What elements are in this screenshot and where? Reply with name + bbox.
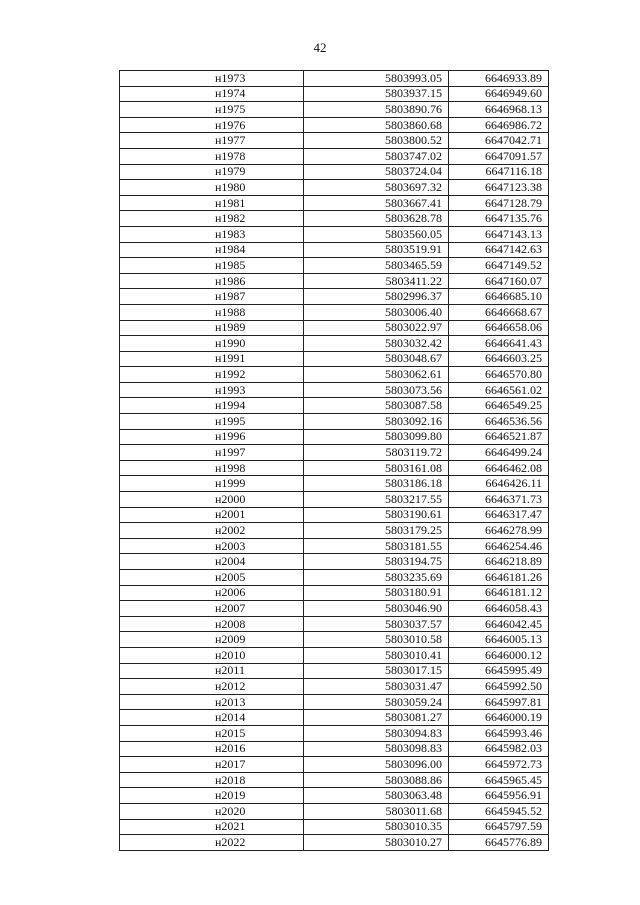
table-row — [120, 725, 549, 741]
table-row — [120, 741, 549, 757]
x-coordinate-cell: 5803010.41 — [304, 647, 449, 663]
y-coordinate-cell: 6646462.08 — [449, 460, 549, 476]
table-row — [120, 242, 549, 258]
table-row — [120, 273, 549, 289]
y-coordinate-cell: 6646685.10 — [449, 289, 549, 305]
table-row — [120, 538, 549, 554]
table-row — [120, 523, 549, 539]
x-coordinate-cell: 5803088.86 — [304, 772, 449, 788]
x-coordinate-cell: 5803179.25 — [304, 523, 449, 539]
point-id-cell: н2020 — [120, 803, 304, 819]
x-coordinate-cell: 5803010.35 — [304, 819, 449, 835]
point-id-cell: н2017 — [120, 757, 304, 773]
y-coordinate-cell: 6647116.18 — [449, 164, 549, 180]
y-coordinate-cell: 6646949.60 — [449, 86, 549, 102]
point-id-cell: н2008 — [120, 616, 304, 632]
table-row — [120, 336, 549, 352]
point-id-cell: н1973 — [120, 71, 304, 87]
y-coordinate-cell: 6646521.87 — [449, 429, 549, 445]
y-coordinate-cell: 6645945.52 — [449, 803, 549, 819]
y-coordinate-cell: 6646561.02 — [449, 382, 549, 398]
point-id-cell: н2009 — [120, 632, 304, 648]
x-coordinate-cell: 5803087.58 — [304, 398, 449, 414]
table-row — [120, 788, 549, 804]
x-coordinate-cell: 5803181.55 — [304, 538, 449, 554]
table-row — [120, 117, 549, 133]
x-coordinate-cell: 5803032.42 — [304, 336, 449, 352]
point-id-cell: н1988 — [120, 304, 304, 320]
y-coordinate-cell: 6646658.06 — [449, 320, 549, 336]
x-coordinate-cell: 5803194.75 — [304, 554, 449, 570]
x-coordinate-cell: 5803937.15 — [304, 86, 449, 102]
point-id-cell: н1980 — [120, 180, 304, 196]
table-row — [120, 507, 549, 523]
point-id-cell: н1982 — [120, 211, 304, 227]
y-coordinate-cell: 6646668.67 — [449, 304, 549, 320]
table-row — [120, 398, 549, 414]
y-coordinate-cell: 6646181.12 — [449, 585, 549, 601]
x-coordinate-cell: 5803628.78 — [304, 211, 449, 227]
x-coordinate-cell: 5803235.69 — [304, 570, 449, 586]
x-coordinate-cell: 5803031.47 — [304, 679, 449, 695]
y-coordinate-cell: 6646570.80 — [449, 367, 549, 383]
table-row — [120, 601, 549, 617]
y-coordinate-cell: 6646641.43 — [449, 336, 549, 352]
y-coordinate-cell: 6647123.38 — [449, 180, 549, 196]
point-id-cell: н2010 — [120, 647, 304, 663]
y-coordinate-cell: 6645995.49 — [449, 663, 549, 679]
table-row — [120, 460, 549, 476]
x-coordinate-cell: 5803098.83 — [304, 741, 449, 757]
x-coordinate-cell: 5803860.68 — [304, 117, 449, 133]
point-id-cell: н1995 — [120, 414, 304, 430]
table-row — [120, 554, 549, 570]
point-id-cell: н2006 — [120, 585, 304, 601]
x-coordinate-cell: 5803037.57 — [304, 616, 449, 632]
point-id-cell: н1999 — [120, 476, 304, 492]
point-id-cell: н2003 — [120, 538, 304, 554]
point-id-cell: н2016 — [120, 741, 304, 757]
table-row — [120, 102, 549, 118]
x-coordinate-cell: 5803993.05 — [304, 71, 449, 87]
table-row — [120, 304, 549, 320]
y-coordinate-cell: 6647149.52 — [449, 258, 549, 274]
y-coordinate-cell: 6646968.13 — [449, 102, 549, 118]
x-coordinate-cell: 5803022.97 — [304, 320, 449, 336]
point-id-cell: н2022 — [120, 835, 304, 851]
y-coordinate-cell: 6646042.45 — [449, 616, 549, 632]
table-row — [120, 476, 549, 492]
table-row — [120, 445, 549, 461]
y-coordinate-cell: 6646254.46 — [449, 538, 549, 554]
x-coordinate-cell: 5803724.04 — [304, 164, 449, 180]
table-row — [120, 492, 549, 508]
y-coordinate-cell: 6647091.57 — [449, 148, 549, 164]
table-row — [120, 679, 549, 695]
coordinates-table-body — [120, 71, 549, 851]
table-row — [120, 148, 549, 164]
x-coordinate-cell: 5803119.72 — [304, 445, 449, 461]
table-row — [120, 211, 549, 227]
point-id-cell: н2002 — [120, 523, 304, 539]
coordinates-table — [119, 70, 549, 851]
x-coordinate-cell: 5803099.80 — [304, 429, 449, 445]
point-id-cell: н2007 — [120, 601, 304, 617]
y-coordinate-cell: 6646278.99 — [449, 523, 549, 539]
table-row — [120, 133, 549, 149]
x-coordinate-cell: 5803096.00 — [304, 757, 449, 773]
point-id-cell: н1986 — [120, 273, 304, 289]
y-coordinate-cell: 6645776.89 — [449, 835, 549, 851]
table-row — [120, 710, 549, 726]
table-row — [120, 772, 549, 788]
x-coordinate-cell: 5803519.91 — [304, 242, 449, 258]
y-coordinate-cell: 6645982.03 — [449, 741, 549, 757]
x-coordinate-cell: 5803010.27 — [304, 835, 449, 851]
table-row — [120, 289, 549, 305]
table-row — [120, 382, 549, 398]
point-id-cell: н1984 — [120, 242, 304, 258]
point-id-cell: н1994 — [120, 398, 304, 414]
point-id-cell: н2005 — [120, 570, 304, 586]
point-id-cell: н1978 — [120, 148, 304, 164]
table-row — [120, 226, 549, 242]
table-row — [120, 585, 549, 601]
table-row — [120, 757, 549, 773]
point-id-cell: н2004 — [120, 554, 304, 570]
x-coordinate-cell: 5803092.16 — [304, 414, 449, 430]
y-coordinate-cell: 6645997.81 — [449, 694, 549, 710]
table-row — [120, 632, 549, 648]
x-coordinate-cell: 5803161.08 — [304, 460, 449, 476]
y-coordinate-cell: 6645993.46 — [449, 725, 549, 741]
y-coordinate-cell: 6646933.89 — [449, 71, 549, 87]
table-row — [120, 86, 549, 102]
table-row — [120, 320, 549, 336]
table-row — [120, 835, 549, 851]
point-id-cell: н1991 — [120, 351, 304, 367]
point-id-cell: н1975 — [120, 102, 304, 118]
y-coordinate-cell: 6646005.13 — [449, 632, 549, 648]
point-id-cell: н2021 — [120, 819, 304, 835]
page-number: 42 — [313, 40, 327, 55]
point-id-cell: н1989 — [120, 320, 304, 336]
x-coordinate-cell: 5803411.22 — [304, 273, 449, 289]
table-row — [120, 803, 549, 819]
y-coordinate-cell: 6647142.63 — [449, 242, 549, 258]
table-row — [120, 819, 549, 835]
y-coordinate-cell: 6645992.50 — [449, 679, 549, 695]
point-id-cell: н1974 — [120, 86, 304, 102]
table-row — [120, 616, 549, 632]
x-coordinate-cell: 5803006.40 — [304, 304, 449, 320]
y-coordinate-cell: 6646603.25 — [449, 351, 549, 367]
x-coordinate-cell: 5803081.27 — [304, 710, 449, 726]
y-coordinate-cell: 6646371.73 — [449, 492, 549, 508]
x-coordinate-cell: 5803560.05 — [304, 226, 449, 242]
point-id-cell: н1976 — [120, 117, 304, 133]
x-coordinate-cell: 5803048.67 — [304, 351, 449, 367]
y-coordinate-cell: 6646986.72 — [449, 117, 549, 133]
table-row — [120, 351, 549, 367]
point-id-cell: н2000 — [120, 492, 304, 508]
point-id-cell: н2013 — [120, 694, 304, 710]
table-row — [120, 71, 549, 87]
point-id-cell: н1993 — [120, 382, 304, 398]
point-id-cell: н1983 — [120, 226, 304, 242]
x-coordinate-cell: 5803046.90 — [304, 601, 449, 617]
y-coordinate-cell: 6646000.19 — [449, 710, 549, 726]
point-id-cell: н1987 — [120, 289, 304, 305]
y-coordinate-cell: 6646181.26 — [449, 570, 549, 586]
y-coordinate-cell: 6645797.59 — [449, 819, 549, 835]
table-row — [120, 663, 549, 679]
x-coordinate-cell: 5803017.15 — [304, 663, 449, 679]
y-coordinate-cell: 6646000.12 — [449, 647, 549, 663]
table-row — [120, 367, 549, 383]
x-coordinate-cell: 5803062.61 — [304, 367, 449, 383]
y-coordinate-cell: 6646317.47 — [449, 507, 549, 523]
y-coordinate-cell: 6647135.76 — [449, 211, 549, 227]
table-row — [120, 195, 549, 211]
point-id-cell: н1981 — [120, 195, 304, 211]
table-row — [120, 164, 549, 180]
x-coordinate-cell: 5803890.76 — [304, 102, 449, 118]
point-id-cell: н2015 — [120, 725, 304, 741]
x-coordinate-cell: 5803667.41 — [304, 195, 449, 211]
point-id-cell: н1985 — [120, 258, 304, 274]
x-coordinate-cell: 5803011.68 — [304, 803, 449, 819]
x-coordinate-cell: 5803800.52 — [304, 133, 449, 149]
point-id-cell: н1990 — [120, 336, 304, 352]
x-coordinate-cell: 5803186.18 — [304, 476, 449, 492]
x-coordinate-cell: 5803465.59 — [304, 258, 449, 274]
x-coordinate-cell: 5803063.48 — [304, 788, 449, 804]
point-id-cell: н2018 — [120, 772, 304, 788]
point-id-cell: н1992 — [120, 367, 304, 383]
table-row — [120, 570, 549, 586]
x-coordinate-cell: 5803697.32 — [304, 180, 449, 196]
y-coordinate-cell: 6646426.11 — [449, 476, 549, 492]
x-coordinate-cell: 5803747.02 — [304, 148, 449, 164]
y-coordinate-cell: 6645956.91 — [449, 788, 549, 804]
x-coordinate-cell: 5803180.91 — [304, 585, 449, 601]
y-coordinate-cell: 6645965.45 — [449, 772, 549, 788]
table-row — [120, 429, 549, 445]
y-coordinate-cell: 6646218.89 — [449, 554, 549, 570]
point-id-cell: н1979 — [120, 164, 304, 180]
y-coordinate-cell: 6645972.73 — [449, 757, 549, 773]
point-id-cell: н1997 — [120, 445, 304, 461]
x-coordinate-cell: 5802996.37 — [304, 289, 449, 305]
point-id-cell: н2014 — [120, 710, 304, 726]
y-coordinate-cell: 6647042.71 — [449, 133, 549, 149]
point-id-cell: н1996 — [120, 429, 304, 445]
x-coordinate-cell: 5803217.55 — [304, 492, 449, 508]
point-id-cell: н2012 — [120, 679, 304, 695]
point-id-cell: н1977 — [120, 133, 304, 149]
y-coordinate-cell: 6647128.79 — [449, 195, 549, 211]
table-row — [120, 414, 549, 430]
y-coordinate-cell: 6646058.43 — [449, 601, 549, 617]
point-id-cell: н2001 — [120, 507, 304, 523]
x-coordinate-cell: 5803010.58 — [304, 632, 449, 648]
point-id-cell: н1998 — [120, 460, 304, 476]
y-coordinate-cell: 6646499.24 — [449, 445, 549, 461]
table-row — [120, 258, 549, 274]
y-coordinate-cell: 6646549.25 — [449, 398, 549, 414]
x-coordinate-cell: 5803059.24 — [304, 694, 449, 710]
y-coordinate-cell: 6647160.07 — [449, 273, 549, 289]
point-id-cell: н2011 — [120, 663, 304, 679]
point-id-cell: н2019 — [120, 788, 304, 804]
table-row — [120, 694, 549, 710]
x-coordinate-cell: 5803073.56 — [304, 382, 449, 398]
table-row — [120, 180, 549, 196]
x-coordinate-cell: 5803094.83 — [304, 725, 449, 741]
y-coordinate-cell: 6647143.13 — [449, 226, 549, 242]
x-coordinate-cell: 5803190.61 — [304, 507, 449, 523]
table-row — [120, 647, 549, 663]
y-coordinate-cell: 6646536.56 — [449, 414, 549, 430]
